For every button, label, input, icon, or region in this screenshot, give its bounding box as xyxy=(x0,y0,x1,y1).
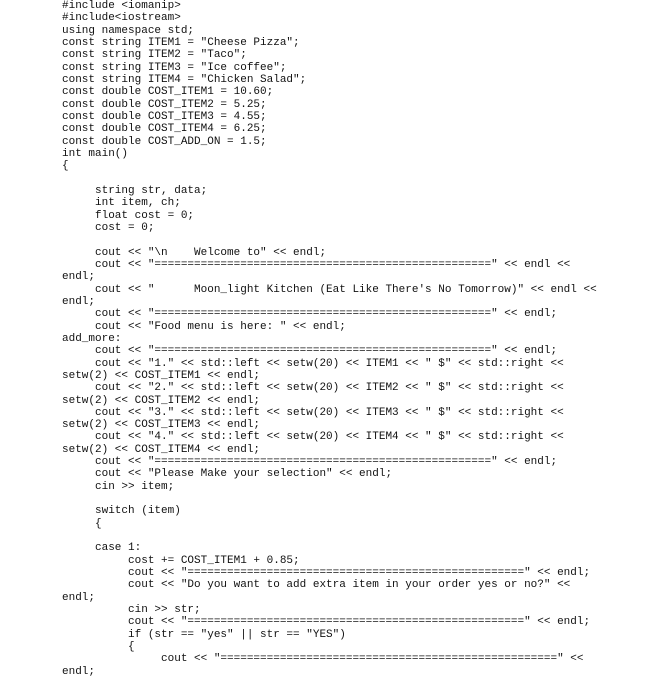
code-line: const double COST_ADD_ON = 1.5; xyxy=(62,135,267,148)
code-line: setw(2) << COST_ITEM2 << endl; xyxy=(62,394,261,407)
code-line: if (str == "yes" || str == "YES") xyxy=(62,628,346,641)
code-line: cout << " Moon_light Kitchen (Eat Like There's No Tomorrow)" << endl << xyxy=(62,283,597,296)
code-line: cin >> str; xyxy=(62,604,201,617)
code-line: cost = 0; xyxy=(62,221,155,234)
code-line: cout << "1." << std::left << setw(20) << ITEM1 << " $" << std::right << xyxy=(62,357,564,370)
code-line: using namespace std; xyxy=(62,24,195,37)
code-line: endl; xyxy=(62,271,96,284)
code-line: cout << "3." << std::left << setw(20) << ITEM3 << " $" << std::right << xyxy=(62,406,564,419)
code-line: string str, data; xyxy=(62,184,208,197)
code-line: const double COST_ITEM1 = 10.60; xyxy=(62,86,274,99)
code-line xyxy=(62,530,662,542)
code-line: cout << "===================================================" << endl; xyxy=(62,456,558,469)
code-line xyxy=(62,234,662,246)
code-line: cout << "\n Welcome to" << endl; xyxy=(62,246,327,259)
code-line: cout << "4." << std::left << setw(20) << ITEM4 << " $" << std::right << xyxy=(62,431,564,444)
code-line: case 1: xyxy=(62,542,142,555)
code-line: cout << "2." << std::left << setw(20) << ITEM2 << " $" << std::right << xyxy=(62,382,564,395)
code-line: endl; xyxy=(62,591,96,604)
code-line: setw(2) << COST_ITEM1 << endl; xyxy=(62,369,261,382)
code-line: int main() xyxy=(62,147,129,160)
code-line: cout << "===================================================" << endl; xyxy=(62,345,558,358)
code-line: cout << "===================================================" << xyxy=(62,653,584,666)
code-line: cout << "===================================================" << endl; xyxy=(62,616,591,629)
code-line: cost += COST_ITEM1 + 0.85; xyxy=(62,554,300,567)
code-line: float cost = 0; xyxy=(62,209,195,222)
code-line: setw(2) << COST_ITEM3 << endl; xyxy=(62,419,261,432)
code-line: const string ITEM1 = "Cheese Pizza"; xyxy=(62,36,300,49)
code-line: int item, ch; xyxy=(62,197,181,210)
code-line: { xyxy=(62,517,102,530)
code-line: cin >> item; xyxy=(62,480,175,493)
code-line xyxy=(62,493,662,505)
code-line: cout << "===================================================" << endl << xyxy=(62,258,571,271)
code-line: add_more: xyxy=(62,332,122,345)
code-line: #include<iostream> xyxy=(62,12,181,25)
code-line xyxy=(62,173,662,185)
code-line: cout << "===================================================" << endl; xyxy=(62,308,558,321)
code-line: const string ITEM3 = "Ice coffee"; xyxy=(62,61,287,74)
code-listing xyxy=(62,0,662,678)
code-line: const double COST_ITEM4 = 6.25; xyxy=(62,123,267,136)
code-line: #include <iomanip> xyxy=(62,0,181,12)
code-line: cout << "Please Make your selection" << endl; xyxy=(62,468,393,481)
code-line: const string ITEM4 = "Chicken Salad"; xyxy=(62,73,307,86)
code-line: cout << "===================================================" << endl; xyxy=(62,567,591,580)
code-line: switch (item) xyxy=(62,505,181,518)
code-line: const double COST_ITEM3 = 4.55; xyxy=(62,110,267,123)
code-line: setw(2) << COST_ITEM4 << endl; xyxy=(62,443,261,456)
code-line: const double COST_ITEM2 = 5.25; xyxy=(62,98,267,111)
code-line: endl; xyxy=(62,665,96,678)
code-line: const string ITEM2 = "Taco"; xyxy=(62,49,247,62)
code-line: cout << "Food menu is here: " << endl; xyxy=(62,320,346,333)
code-line: { xyxy=(62,160,69,173)
code-line: { xyxy=(62,641,135,654)
code-line: endl; xyxy=(62,295,96,308)
code-line: cout << "Do you want to add extra item in your order yes or no?" << xyxy=(62,579,571,592)
